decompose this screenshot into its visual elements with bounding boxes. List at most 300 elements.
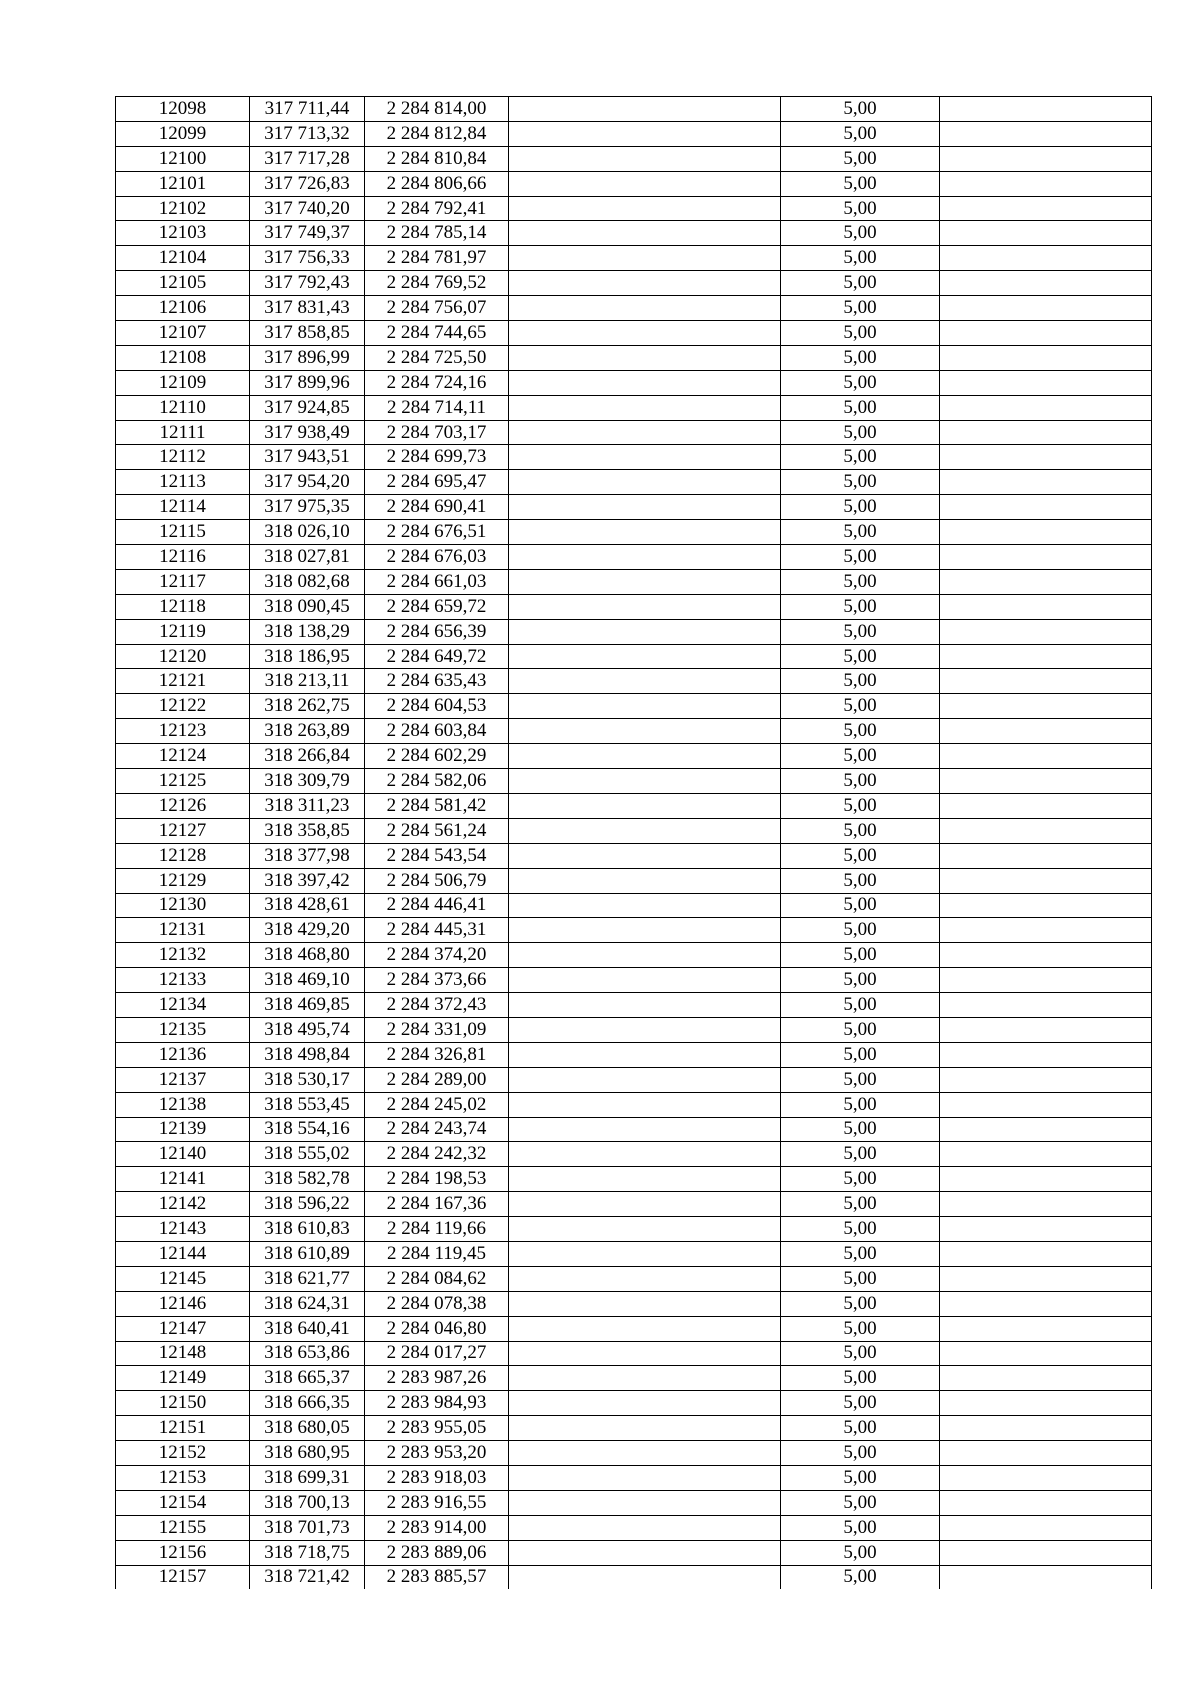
description-cell — [509, 644, 781, 669]
notes-cell — [940, 669, 1152, 694]
y-coordinate-cell: 2 284 167,36 — [365, 1192, 509, 1217]
description-cell — [509, 694, 781, 719]
y-coordinate-cell: 2 284 046,80 — [365, 1316, 509, 1341]
y-coordinate-cell: 2 284 659,72 — [365, 594, 509, 619]
table-row — [116, 1341, 1152, 1366]
description-cell — [509, 1316, 781, 1341]
point-number-cell: 12154 — [116, 1490, 250, 1515]
table-row — [116, 196, 1152, 221]
notes-cell — [940, 943, 1152, 968]
notes-cell — [940, 146, 1152, 171]
table-row — [116, 793, 1152, 818]
notes-cell — [940, 1067, 1152, 1092]
accuracy-cell: 5,00 — [781, 1291, 940, 1316]
description-cell — [509, 1117, 781, 1142]
accuracy-cell: 5,00 — [781, 619, 940, 644]
accuracy-cell: 5,00 — [781, 370, 940, 395]
accuracy-cell: 5,00 — [781, 993, 940, 1018]
y-coordinate-cell: 2 283 918,03 — [365, 1465, 509, 1490]
table-row — [116, 1217, 1152, 1242]
y-coordinate-cell: 2 284 242,32 — [365, 1142, 509, 1167]
y-coordinate-cell: 2 284 724,16 — [365, 370, 509, 395]
table-row — [116, 1441, 1152, 1466]
description-cell — [509, 520, 781, 545]
table-row — [116, 1192, 1152, 1217]
notes-cell — [940, 993, 1152, 1018]
x-coordinate-cell: 317 899,96 — [250, 370, 365, 395]
table-row — [116, 121, 1152, 146]
y-coordinate-cell: 2 284 810,84 — [365, 146, 509, 171]
point-number-cell: 12122 — [116, 694, 250, 719]
accuracy-cell: 5,00 — [781, 1540, 940, 1565]
notes-cell — [940, 221, 1152, 246]
y-coordinate-cell: 2 284 582,06 — [365, 769, 509, 794]
point-number-cell: 12107 — [116, 321, 250, 346]
description-cell — [509, 1391, 781, 1416]
point-number-cell: 12104 — [116, 246, 250, 271]
description-cell — [509, 1241, 781, 1266]
x-coordinate-cell: 317 711,44 — [250, 97, 365, 122]
point-number-cell: 12138 — [116, 1092, 250, 1117]
table-row — [116, 1465, 1152, 1490]
notes-cell — [940, 1441, 1152, 1466]
table-row — [116, 644, 1152, 669]
y-coordinate-cell: 2 284 581,42 — [365, 793, 509, 818]
x-coordinate-cell: 318 358,85 — [250, 818, 365, 843]
description-cell — [509, 171, 781, 196]
accuracy-cell: 5,00 — [781, 1117, 940, 1142]
x-coordinate-cell: 318 530,17 — [250, 1067, 365, 1092]
description-cell — [509, 345, 781, 370]
accuracy-cell: 5,00 — [781, 1192, 940, 1217]
y-coordinate-cell: 2 284 078,38 — [365, 1291, 509, 1316]
description-cell — [509, 569, 781, 594]
notes-cell — [940, 345, 1152, 370]
coordinates-table — [115, 96, 1152, 1589]
y-coordinate-cell: 2 283 955,05 — [365, 1416, 509, 1441]
notes-cell — [940, 370, 1152, 395]
accuracy-cell: 5,00 — [781, 420, 940, 445]
y-coordinate-cell: 2 284 445,31 — [365, 918, 509, 943]
accuracy-cell: 5,00 — [781, 97, 940, 122]
accuracy-cell: 5,00 — [781, 744, 940, 769]
accuracy-cell: 5,00 — [781, 1017, 940, 1042]
notes-cell — [940, 793, 1152, 818]
description-cell — [509, 1441, 781, 1466]
notes-cell — [940, 545, 1152, 570]
point-number-cell: 12128 — [116, 843, 250, 868]
accuracy-cell: 5,00 — [781, 769, 940, 794]
accuracy-cell: 5,00 — [781, 271, 940, 296]
notes-cell — [940, 321, 1152, 346]
accuracy-cell: 5,00 — [781, 1042, 940, 1067]
y-coordinate-cell: 2 284 374,20 — [365, 943, 509, 968]
x-coordinate-cell: 318 309,79 — [250, 769, 365, 794]
point-number-cell: 12113 — [116, 470, 250, 495]
description-cell — [509, 1217, 781, 1242]
notes-cell — [940, 1167, 1152, 1192]
description-cell — [509, 395, 781, 420]
y-coordinate-cell: 2 284 814,00 — [365, 97, 509, 122]
description-cell — [509, 146, 781, 171]
point-number-cell: 12119 — [116, 619, 250, 644]
table-row — [116, 1266, 1152, 1291]
notes-cell — [940, 918, 1152, 943]
point-number-cell: 12148 — [116, 1341, 250, 1366]
notes-cell — [940, 246, 1152, 271]
x-coordinate-cell: 318 468,80 — [250, 943, 365, 968]
x-coordinate-cell: 317 717,28 — [250, 146, 365, 171]
y-coordinate-cell: 2 284 084,62 — [365, 1266, 509, 1291]
x-coordinate-cell: 317 713,32 — [250, 121, 365, 146]
x-coordinate-cell: 318 653,86 — [250, 1341, 365, 1366]
point-number-cell: 12125 — [116, 769, 250, 794]
y-coordinate-cell: 2 284 373,66 — [365, 968, 509, 993]
description-cell — [509, 1565, 781, 1589]
accuracy-cell: 5,00 — [781, 1167, 940, 1192]
notes-cell — [940, 520, 1152, 545]
notes-cell — [940, 843, 1152, 868]
x-coordinate-cell: 318 429,20 — [250, 918, 365, 943]
y-coordinate-cell: 2 284 198,53 — [365, 1167, 509, 1192]
notes-cell — [940, 1142, 1152, 1167]
accuracy-cell: 5,00 — [781, 121, 940, 146]
x-coordinate-cell: 317 740,20 — [250, 196, 365, 221]
point-number-cell: 12117 — [116, 569, 250, 594]
y-coordinate-cell: 2 283 987,26 — [365, 1366, 509, 1391]
x-coordinate-cell: 318 666,35 — [250, 1391, 365, 1416]
x-coordinate-cell: 317 896,99 — [250, 345, 365, 370]
x-coordinate-cell: 317 975,35 — [250, 495, 365, 520]
notes-cell — [940, 1515, 1152, 1540]
description-cell — [509, 1266, 781, 1291]
description-cell — [509, 744, 781, 769]
notes-cell — [940, 495, 1152, 520]
notes-cell — [940, 395, 1152, 420]
x-coordinate-cell: 317 924,85 — [250, 395, 365, 420]
table-row — [116, 818, 1152, 843]
description-cell — [509, 1092, 781, 1117]
description-cell — [509, 370, 781, 395]
table-row — [116, 545, 1152, 570]
x-coordinate-cell: 318 621,77 — [250, 1266, 365, 1291]
point-number-cell: 12132 — [116, 943, 250, 968]
point-number-cell: 12110 — [116, 395, 250, 420]
accuracy-cell: 5,00 — [781, 918, 940, 943]
accuracy-cell: 5,00 — [781, 445, 940, 470]
table-row — [116, 1142, 1152, 1167]
notes-cell — [940, 445, 1152, 470]
point-number-cell: 12103 — [116, 221, 250, 246]
point-number-cell: 12134 — [116, 993, 250, 1018]
description-cell — [509, 271, 781, 296]
y-coordinate-cell: 2 284 543,54 — [365, 843, 509, 868]
accuracy-cell: 5,00 — [781, 968, 940, 993]
description-cell — [509, 619, 781, 644]
table-row — [116, 619, 1152, 644]
y-coordinate-cell: 2 283 914,00 — [365, 1515, 509, 1540]
table-row — [116, 171, 1152, 196]
notes-cell — [940, 1017, 1152, 1042]
point-number-cell: 12144 — [116, 1241, 250, 1266]
x-coordinate-cell: 318 721,42 — [250, 1565, 365, 1589]
y-coordinate-cell: 2 284 792,41 — [365, 196, 509, 221]
point-number-cell: 12102 — [116, 196, 250, 221]
table-row — [116, 520, 1152, 545]
accuracy-cell: 5,00 — [781, 545, 940, 570]
x-coordinate-cell: 317 792,43 — [250, 271, 365, 296]
point-number-cell: 12109 — [116, 370, 250, 395]
y-coordinate-cell: 2 284 703,17 — [365, 420, 509, 445]
table-row — [116, 1042, 1152, 1067]
notes-cell — [940, 1465, 1152, 1490]
description-cell — [509, 1017, 781, 1042]
point-number-cell: 12106 — [116, 296, 250, 321]
table-row — [116, 868, 1152, 893]
table-row — [116, 146, 1152, 171]
table-row — [116, 1117, 1152, 1142]
description-cell — [509, 1167, 781, 1192]
notes-cell — [940, 569, 1152, 594]
notes-cell — [940, 1540, 1152, 1565]
point-number-cell: 12098 — [116, 97, 250, 122]
table-row — [116, 594, 1152, 619]
x-coordinate-cell: 318 469,85 — [250, 993, 365, 1018]
accuracy-cell: 5,00 — [781, 943, 940, 968]
y-coordinate-cell: 2 284 756,07 — [365, 296, 509, 321]
notes-cell — [940, 968, 1152, 993]
notes-cell — [940, 1391, 1152, 1416]
point-number-cell: 12131 — [116, 918, 250, 943]
description-cell — [509, 818, 781, 843]
x-coordinate-cell: 318 428,61 — [250, 893, 365, 918]
x-coordinate-cell: 318 680,95 — [250, 1441, 365, 1466]
notes-cell — [940, 769, 1152, 794]
notes-cell — [940, 271, 1152, 296]
x-coordinate-cell: 318 026,10 — [250, 520, 365, 545]
description-cell — [509, 321, 781, 346]
description-cell — [509, 296, 781, 321]
x-coordinate-cell: 318 624,31 — [250, 1291, 365, 1316]
notes-cell — [940, 1192, 1152, 1217]
table-row — [116, 993, 1152, 1018]
point-number-cell: 12147 — [116, 1316, 250, 1341]
x-coordinate-cell: 318 718,75 — [250, 1540, 365, 1565]
y-coordinate-cell: 2 284 676,03 — [365, 545, 509, 570]
description-cell — [509, 221, 781, 246]
table-row — [116, 271, 1152, 296]
description-cell — [509, 1142, 781, 1167]
y-coordinate-cell: 2 284 326,81 — [365, 1042, 509, 1067]
y-coordinate-cell: 2 284 812,84 — [365, 121, 509, 146]
y-coordinate-cell: 2 284 602,29 — [365, 744, 509, 769]
table-row — [116, 769, 1152, 794]
description-cell — [509, 1416, 781, 1441]
x-coordinate-cell: 317 726,83 — [250, 171, 365, 196]
point-number-cell: 12135 — [116, 1017, 250, 1042]
y-coordinate-cell: 2 284 744,65 — [365, 321, 509, 346]
x-coordinate-cell: 318 266,84 — [250, 744, 365, 769]
description-cell — [509, 893, 781, 918]
table-row — [116, 445, 1152, 470]
table-row — [116, 1241, 1152, 1266]
table-row — [116, 470, 1152, 495]
accuracy-cell: 5,00 — [781, 1092, 940, 1117]
x-coordinate-cell: 318 596,22 — [250, 1192, 365, 1217]
description-cell — [509, 594, 781, 619]
notes-cell — [940, 818, 1152, 843]
notes-cell — [940, 420, 1152, 445]
description-cell — [509, 246, 781, 271]
table-row — [116, 420, 1152, 445]
y-coordinate-cell: 2 284 725,50 — [365, 345, 509, 370]
accuracy-cell: 5,00 — [781, 1490, 940, 1515]
point-number-cell: 12133 — [116, 968, 250, 993]
x-coordinate-cell: 318 498,84 — [250, 1042, 365, 1067]
accuracy-cell: 5,00 — [781, 345, 940, 370]
y-coordinate-cell: 2 284 561,24 — [365, 818, 509, 843]
y-coordinate-cell: 2 284 676,51 — [365, 520, 509, 545]
x-coordinate-cell: 317 858,85 — [250, 321, 365, 346]
table-row — [116, 246, 1152, 271]
notes-cell — [940, 1341, 1152, 1366]
y-coordinate-cell: 2 283 889,06 — [365, 1540, 509, 1565]
y-coordinate-cell: 2 284 331,09 — [365, 1017, 509, 1042]
point-number-cell: 12127 — [116, 818, 250, 843]
accuracy-cell: 5,00 — [781, 1565, 940, 1589]
table-row — [116, 1017, 1152, 1042]
y-coordinate-cell: 2 284 690,41 — [365, 495, 509, 520]
x-coordinate-cell: 318 138,29 — [250, 619, 365, 644]
description-cell — [509, 1067, 781, 1092]
accuracy-cell: 5,00 — [781, 793, 940, 818]
accuracy-cell: 5,00 — [781, 843, 940, 868]
y-coordinate-cell: 2 284 243,74 — [365, 1117, 509, 1142]
table-row — [116, 669, 1152, 694]
x-coordinate-cell: 318 213,11 — [250, 669, 365, 694]
table-row — [116, 221, 1152, 246]
table-row — [116, 1366, 1152, 1391]
y-coordinate-cell: 2 284 781,97 — [365, 246, 509, 271]
table-row — [116, 1316, 1152, 1341]
point-number-cell: 12124 — [116, 744, 250, 769]
description-cell — [509, 769, 781, 794]
description-cell — [509, 420, 781, 445]
x-coordinate-cell: 318 610,89 — [250, 1241, 365, 1266]
notes-cell — [940, 893, 1152, 918]
description-cell — [509, 1490, 781, 1515]
y-coordinate-cell: 2 284 785,14 — [365, 221, 509, 246]
x-coordinate-cell: 317 938,49 — [250, 420, 365, 445]
description-cell — [509, 1341, 781, 1366]
description-cell — [509, 1366, 781, 1391]
notes-cell — [940, 744, 1152, 769]
point-number-cell: 12112 — [116, 445, 250, 470]
accuracy-cell: 5,00 — [781, 1341, 940, 1366]
y-coordinate-cell: 2 284 699,73 — [365, 445, 509, 470]
accuracy-cell: 5,00 — [781, 1366, 940, 1391]
table-row — [116, 1490, 1152, 1515]
table-row — [116, 719, 1152, 744]
point-number-cell: 12118 — [116, 594, 250, 619]
notes-cell — [940, 171, 1152, 196]
x-coordinate-cell: 318 495,74 — [250, 1017, 365, 1042]
y-coordinate-cell: 2 284 661,03 — [365, 569, 509, 594]
description-cell — [509, 793, 781, 818]
y-coordinate-cell: 2 284 603,84 — [365, 719, 509, 744]
accuracy-cell: 5,00 — [781, 818, 940, 843]
table-row — [116, 1092, 1152, 1117]
point-number-cell: 12145 — [116, 1266, 250, 1291]
description-cell — [509, 196, 781, 221]
notes-cell — [940, 1366, 1152, 1391]
point-number-cell: 12099 — [116, 121, 250, 146]
point-number-cell: 12151 — [116, 1416, 250, 1441]
description-cell — [509, 918, 781, 943]
table-row — [116, 1291, 1152, 1316]
accuracy-cell: 5,00 — [781, 321, 940, 346]
accuracy-cell: 5,00 — [781, 893, 940, 918]
accuracy-cell: 5,00 — [781, 1416, 940, 1441]
point-number-cell: 12120 — [116, 644, 250, 669]
description-cell — [509, 943, 781, 968]
notes-cell — [940, 1042, 1152, 1067]
notes-cell — [940, 1092, 1152, 1117]
point-number-cell: 12155 — [116, 1515, 250, 1540]
y-coordinate-cell: 2 284 372,43 — [365, 993, 509, 1018]
accuracy-cell: 5,00 — [781, 395, 940, 420]
x-coordinate-cell: 318 469,10 — [250, 968, 365, 993]
table-row — [116, 321, 1152, 346]
table-row — [116, 345, 1152, 370]
accuracy-cell: 5,00 — [781, 694, 940, 719]
table-row — [116, 495, 1152, 520]
description-cell — [509, 1540, 781, 1565]
table-row — [116, 1067, 1152, 1092]
table-row — [116, 744, 1152, 769]
x-coordinate-cell: 318 553,45 — [250, 1092, 365, 1117]
notes-cell — [940, 1217, 1152, 1242]
table-row — [116, 569, 1152, 594]
y-coordinate-cell: 2 284 446,41 — [365, 893, 509, 918]
table-row — [116, 843, 1152, 868]
table-row — [116, 97, 1152, 122]
description-cell — [509, 97, 781, 122]
x-coordinate-cell: 318 263,89 — [250, 719, 365, 744]
point-number-cell: 12146 — [116, 1291, 250, 1316]
y-coordinate-cell: 2 284 635,43 — [365, 669, 509, 694]
notes-cell — [940, 644, 1152, 669]
accuracy-cell: 5,00 — [781, 1316, 940, 1341]
y-coordinate-cell: 2 284 695,47 — [365, 470, 509, 495]
notes-cell — [940, 1490, 1152, 1515]
x-coordinate-cell: 318 701,73 — [250, 1515, 365, 1540]
table-row — [116, 1515, 1152, 1540]
point-number-cell: 12141 — [116, 1167, 250, 1192]
x-coordinate-cell: 318 555,02 — [250, 1142, 365, 1167]
table-row — [116, 1391, 1152, 1416]
x-coordinate-cell: 318 582,78 — [250, 1167, 365, 1192]
description-cell — [509, 121, 781, 146]
accuracy-cell: 5,00 — [781, 1241, 940, 1266]
description-cell — [509, 719, 781, 744]
x-coordinate-cell: 318 090,45 — [250, 594, 365, 619]
accuracy-cell: 5,00 — [781, 1515, 940, 1540]
notes-cell — [940, 1241, 1152, 1266]
description-cell — [509, 1042, 781, 1067]
y-coordinate-cell: 2 283 984,93 — [365, 1391, 509, 1416]
description-cell — [509, 445, 781, 470]
